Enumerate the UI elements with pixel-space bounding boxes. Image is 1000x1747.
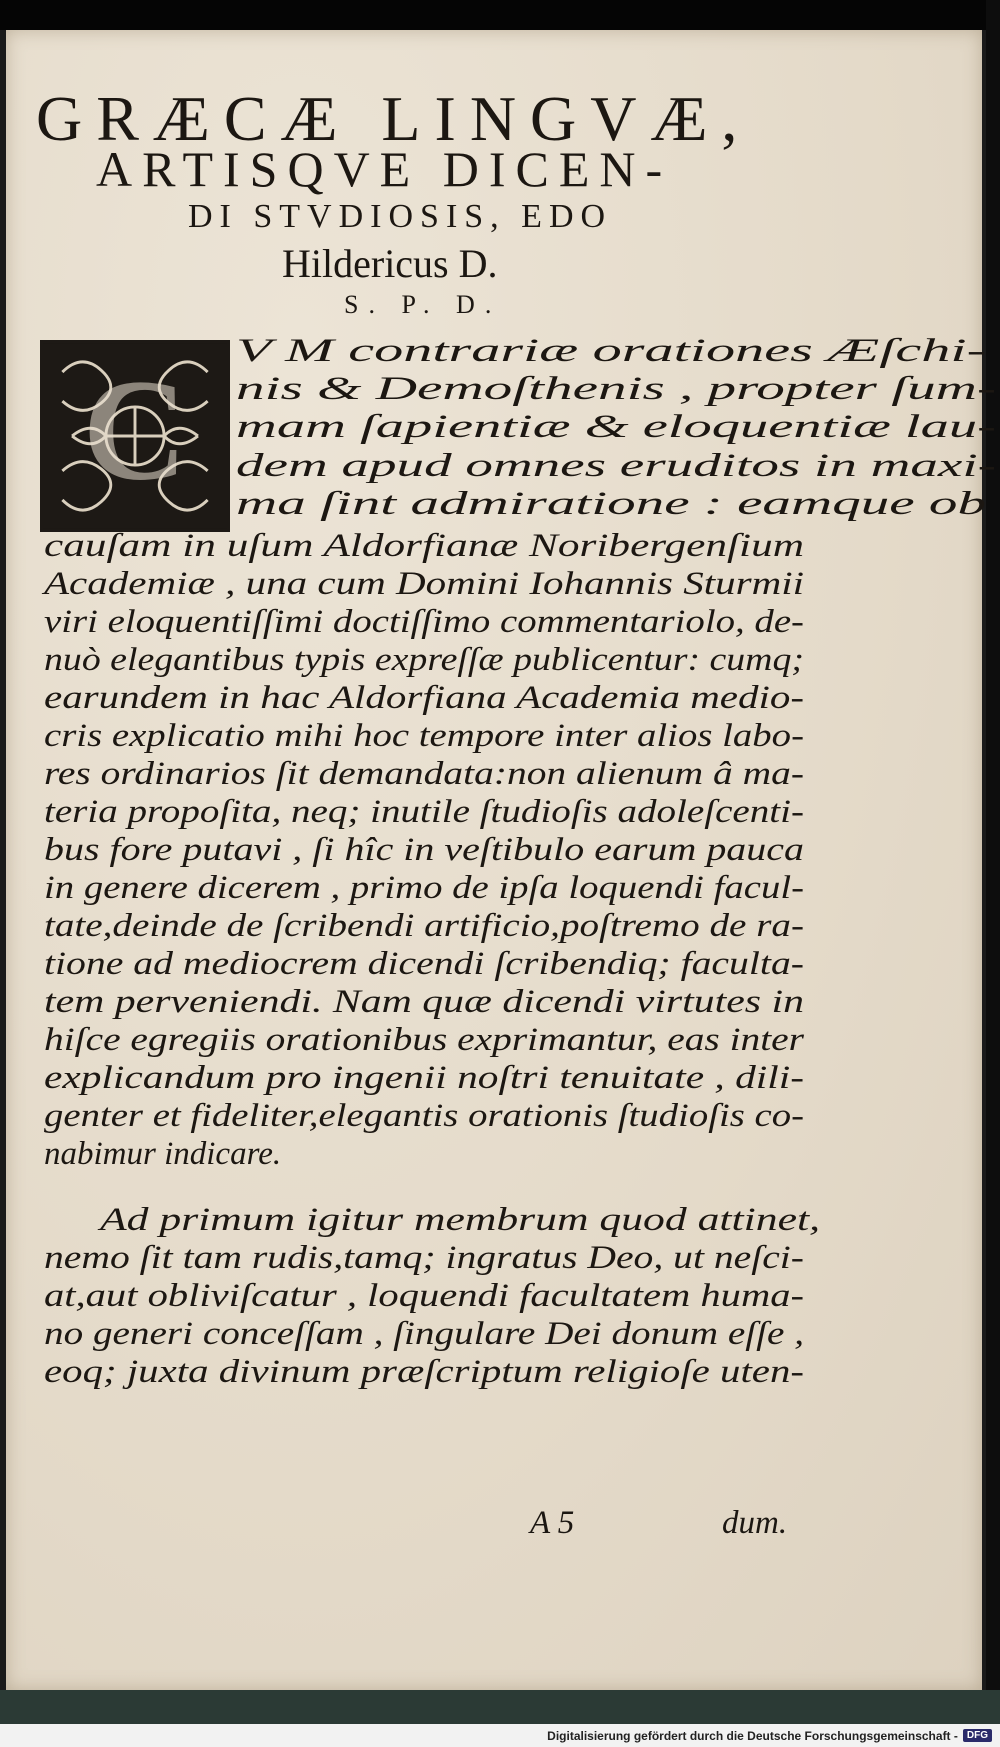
initial-letter: C [82,350,188,511]
text-line: nis & Demoſthenis , propter ſum- [236,371,996,407]
text-line: res ordinarios ſit demandata:non alienum â ma- [44,756,804,792]
text-line: dem apud omnes eruditos in maxi- [236,448,996,484]
heading-line-2: ARTISQVE DICEN- [96,141,673,197]
heading-line-3: DI STVDIOSIS, EDO [188,198,613,235]
text-line: cris explicatio mihi hoc tempore inter alios labo- [44,718,804,754]
dfg-logo-icon: DFG [963,1729,992,1742]
text-line: tate,deinde de ſcribendi artificio,poſtremo de ra- [44,908,804,944]
text-line: Academiæ , una cum Domini Iohannis Sturmii [44,566,804,602]
text-line: viri eloquentiſſimi doctiſſimo commentariolo, de- [44,604,804,640]
text-line: in genere dicerem , primo de ipſa loquendi facul- [44,870,804,906]
text-line: nabimur indicare. [44,1136,282,1172]
text-line: teria propoſita, neq; inutile ſtudioſis adoleſcenti- [44,794,804,830]
heading-line-1: GRÆCÆ LINGVÆ, [36,83,752,154]
scan-frame-top [0,0,1000,30]
text-line: nemo ſit tam rudis,tamq; ingratus Deo, ut neſci- [44,1240,804,1276]
text-line: explicandum pro ingenii noſtri tenuitate , dili- [44,1060,804,1096]
text-line: hiſce egregiis orationibus exprimantur, eas inter [44,1022,804,1058]
credit-bar [0,1724,1000,1747]
text-line: at,aut obliviſcatur , loquendi facultatem huma- [44,1278,804,1314]
text-line: cauſam in uſum Aldorfianæ Noribergenſium [44,528,804,564]
catchword: dum. [722,1505,788,1541]
text-line: tione ad mediocrem dicendi ſcribendiq; faculta- [44,946,804,982]
text-line: eoq; juxta divinum præſcriptum religioſe uten- [44,1354,804,1390]
text-line: V M contrariæ orationes Æſchi- [236,333,986,369]
heading-line-4: Hildericus D. [282,241,498,286]
signature-mark: A 5 [530,1505,575,1541]
ornamental-initial-icon [40,340,230,532]
ornamental-initial-c-icon [43,343,227,529]
text-line: ma ſint admiratione : eamque ob [236,486,986,522]
text-line: genter et fideliter,elegantis orationis ſtudioſis co- [44,1098,805,1134]
text-line: mam ſapientiæ & eloquentiæ lau- [236,409,996,445]
text-line: earundem in hac Aldorfiana Academia medio- [44,680,805,716]
scan-frame-right [986,0,1000,1747]
text-line: nuò elegantibus typis expreſſæ publicentur: cumq; [44,642,804,678]
scan-frame-bottom [0,1690,1000,1724]
heading-line-5: S. P. D. [344,290,502,319]
text-line: bus fore putavi , ſi hîc in veſtibulo earum pauca [44,832,804,868]
text-line: no generi conceſſam , ſingulare Dei donum eſſe , [44,1316,804,1352]
credit-text: Digitalisierung gefördert durch die Deutsche Forschungsgemeinschaft - [547,1728,958,1743]
text-line: Ad primum igitur membrum quod attinet, [100,1202,820,1238]
text-line: tem perveniendi. Nam quæ dicendi virtutes in [44,984,804,1020]
